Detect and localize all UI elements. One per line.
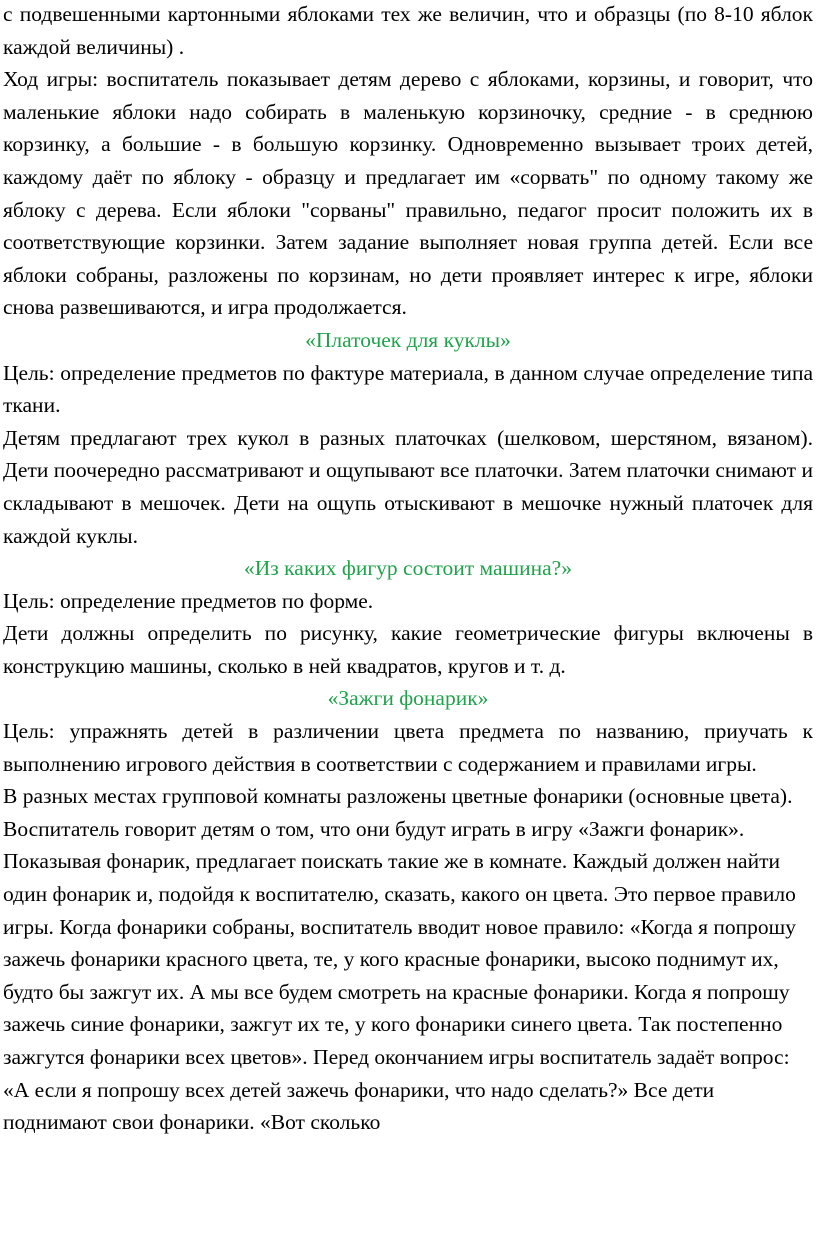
paragraph-apples-intro: с подвешенными картонными яблоками тех же величин, что и образцы (по 8-10 яблок каждой величины) . bbox=[3, 2, 813, 59]
paragraph-doll-goal: Цель: определение предметов по фактуре материала, в данном случае определение типа ткани. bbox=[3, 360, 813, 418]
paragraph-car-procedure: Дети должны определить по рисунку, какие геометрические фигуры включены в конструкцию машины, сколько в ней квадратов, кругов и т. д. bbox=[3, 621, 813, 678]
heading-light-lantern: «Зажги фонарик» bbox=[327, 686, 489, 711]
paragraph-doll-procedure: Детям предлагают трех кукол в разных платочках (шелковом, шерстяном, вязаном). Дети поочередно рассматривают и ощупывают все платочки. Затем платочки снимают и складывают в мешочек. Дети на ощупь отыскивают в мешочке нужный платочек для каждой куклы. bbox=[3, 425, 813, 548]
paragraph-lantern-procedure: В разных местах групповой комнаты разложены цветные фонарики (основные цвета). Воспитатель говорит детям о том, что они будут играть в игру «Зажги фонарик». Показывая фонарик, предлагает поискать такие же в комнате. Каждый должен найти один фонарик и, подойдя к воспитателю, сказать, какого он цвета. Это первое правило игры. Когда фонарики собраны, воспитатель вводит новое правило: «Когда я попрошу зажечь фонарики красного цвета, те, у кого красные фонарики, высоко поднимут их, будто бы зажгут их. А мы все будем смотреть на красные фонарики. Когда я попрошу зажечь синие фонарики, зажгут их те, у кого фонарики синего цвета. Так постепенно зажгутся фонарики всех цветов». Перед окончанием игры воспитатель задаёт вопрос: «А если я попрошу всех детей зажечь фонарики, что надо сделать?» Все дети поднимают свои фонарики. «Вот сколько bbox=[3, 784, 796, 1135]
paragraph-game-procedure: Ход игры: воспитатель показывает детям дерево с яблоками, корзины, и говорит, что маленькие яблоки надо собирать в маленькую корзиночку, средние - в среднюю корзинку, а большие - в большую корзинку. Одновременно вызывает троих детей, каждому даёт по яблоку - образцу и предлагает им «сорвать" по одному такому же яблоку с дерева. Если яблоки "сорваны" правильно, педагог просит положить их в соответствующие корзинки. Затем задание выполняет новая группа детей. Если все яблоки собраны, разложены по корзинам, но дети проявляет интерес к игре, яблоки снова развешиваются, и игра продолжается. bbox=[3, 67, 813, 320]
paragraph-lantern-goal: Цель: упражнять детей в различении цвета предмета по названию, приучать к выполнению игрового действия в соответствии с содержанием и правилами игры. bbox=[3, 719, 813, 776]
heading-car-shapes: «Из каких фигур состоит машина?» bbox=[244, 556, 572, 581]
paragraph-car-goal: Цель: определение предметов по форме. bbox=[3, 588, 374, 613]
heading-doll-scarf: «Платочек для куклы» bbox=[305, 327, 511, 352]
